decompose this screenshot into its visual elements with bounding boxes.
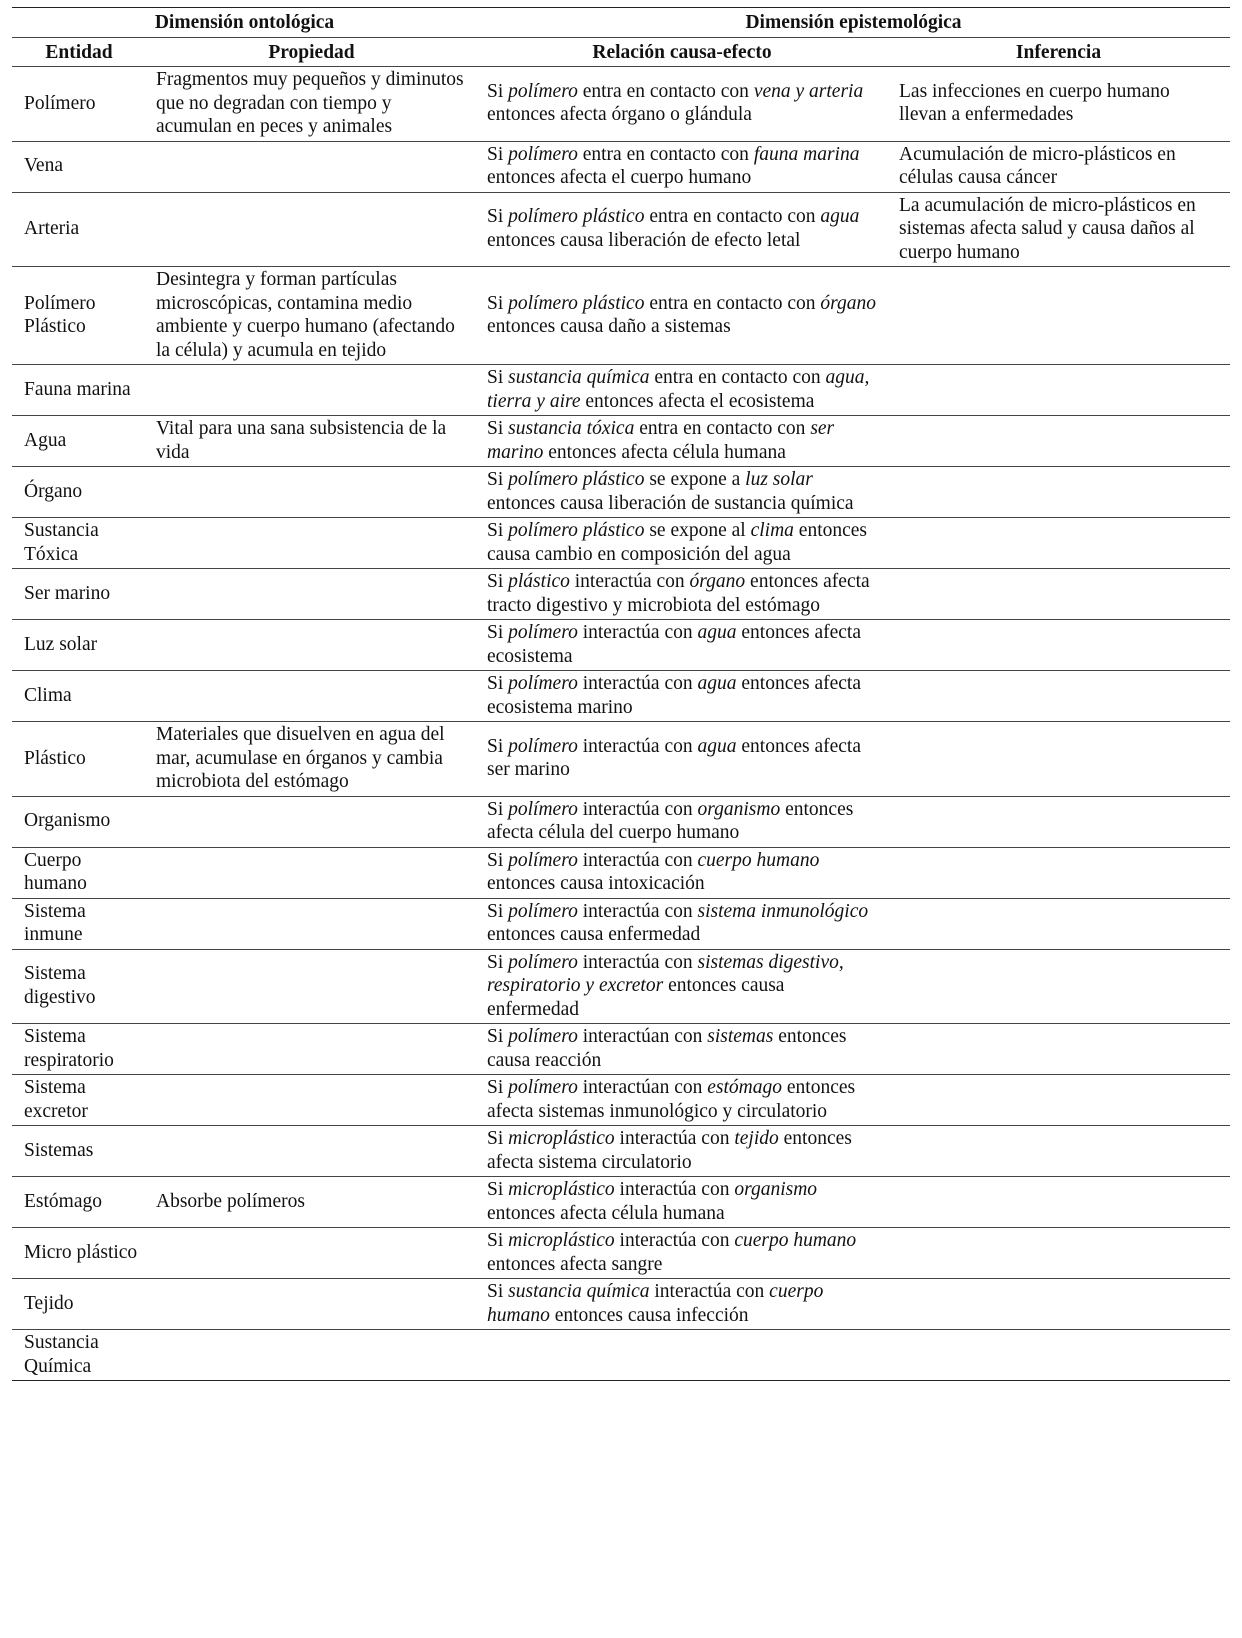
relation-text: entonces causa daño a sistemas: [487, 316, 731, 337]
table-row: [12, 620, 1230, 671]
relation-cell: [477, 1126, 887, 1177]
relation-text: Si: [487, 292, 509, 314]
entity-cell: Estómago: [12, 1177, 146, 1228]
inference-cell: [887, 847, 1230, 898]
relation-text: interactúa con: [577, 849, 698, 871]
table-row: [12, 267, 1230, 365]
entity-cell: Sustancia Tóxica: [12, 518, 146, 569]
relation-cell: [477, 620, 887, 671]
property-cell: Absorbe polímeros: [146, 1177, 477, 1228]
relation-text: interactúa con: [614, 1230, 735, 1251]
inference-cell: [887, 1024, 1230, 1075]
relation-text: entra en contacto con: [634, 418, 811, 439]
relation-text: entonces afecta el ecosistema: [580, 390, 815, 412]
entity-cell: Sustancia Química: [12, 1330, 146, 1381]
relation-term: microplástico: [508, 1230, 615, 1251]
relation-text: entonces afecta ser marino: [487, 735, 862, 781]
inference-cell: Acumulación de micro-plásticos en células causa cáncer: [887, 141, 1230, 192]
table-row: [12, 192, 1230, 267]
property-cell: [146, 141, 477, 192]
relation-term: tejido: [734, 1128, 779, 1149]
relation-text: Si: [487, 367, 509, 388]
relation-term: polímero: [508, 80, 578, 102]
ontology-table: [12, 7, 1230, 1381]
relation-cell: [477, 796, 887, 847]
relation-text: se expone al: [644, 520, 751, 541]
relation-text: entonces afecta célula humana: [487, 1202, 725, 1224]
relation-text: Si: [487, 520, 509, 541]
relation-text: entonces causa reacción: [487, 1026, 847, 1071]
inference-cell: [887, 467, 1230, 518]
relation-text: Si: [487, 571, 509, 592]
relation-term: organismo: [734, 1179, 818, 1200]
inference-cell: [887, 1075, 1230, 1126]
relation-term: cuerpo humano: [734, 1230, 857, 1251]
relation-text: Si: [487, 798, 509, 820]
property-cell: [146, 518, 477, 569]
relation-term: cuerpo humano: [697, 849, 820, 871]
entity-cell: Sistema excretor: [12, 1075, 146, 1126]
group-header-row: [12, 8, 1230, 38]
entity-cell: Luz solar: [12, 620, 146, 671]
table-row: [12, 1330, 1230, 1381]
entity-cell: Tejido: [12, 1279, 146, 1330]
relation-term: polímero plástico: [508, 469, 645, 490]
property-column-header: Propiedad: [146, 37, 477, 67]
relation-cell: [477, 569, 887, 620]
relation-text: Si: [487, 673, 509, 694]
property-cell: [146, 1330, 477, 1381]
relation-text: entonces afecta sistema circulatorio: [487, 1128, 852, 1173]
table-body: [12, 67, 1230, 1381]
relation-cell: [477, 192, 887, 267]
relation-term: cuerpo humano: [487, 1281, 824, 1326]
relation-text: interactúa con: [577, 622, 698, 643]
relation-cell: [477, 671, 887, 722]
relation-term: polímero: [508, 849, 578, 871]
relation-text: interactúa con: [577, 798, 698, 820]
inference-cell: [887, 1330, 1230, 1381]
relation-text: interactúa con: [649, 1281, 770, 1302]
table-row: [12, 1075, 1230, 1126]
relation-text: entonces causa liberación de efecto letal: [487, 229, 801, 251]
relation-term: polímero: [508, 1026, 578, 1047]
relation-cell: [477, 1177, 887, 1228]
relation-cell: [477, 267, 887, 365]
entity-cell: Cuerpo humano: [12, 847, 146, 898]
relation-text: Si: [487, 1179, 509, 1200]
relation-text: entra en contacto con: [644, 206, 821, 228]
relation-text: interactúa con: [577, 673, 698, 694]
property-cell: [146, 1024, 477, 1075]
table-row: [12, 416, 1230, 467]
relation-text: entonces causa liberación de sustancia química: [487, 492, 854, 514]
relation-text: interactúa con: [577, 951, 698, 973]
relation-text: Si: [487, 143, 509, 165]
relation-text: interactúan con: [577, 1077, 708, 1098]
relation-term: agua, tierra y aire: [487, 367, 870, 412]
relation-cell: [477, 949, 887, 1024]
property-cell: Desintegra y forman partículas microscópicas, contamina medio ambiente y cuerpo humano (afectando la célula) y acumula en tejido: [146, 267, 477, 365]
inference-cell: La acumulación de micro-plásticos en sistemas afecta salud y causa daños al cuerpo humano: [887, 192, 1230, 267]
inference-cell: [887, 722, 1230, 797]
relation-term: polímero: [508, 900, 578, 922]
relation-text: interactúa con: [614, 1128, 735, 1149]
relation-term: agua: [697, 735, 737, 757]
table-row: [12, 949, 1230, 1024]
relation-cell: [477, 141, 887, 192]
inference-cell: [887, 416, 1230, 467]
table-row: [12, 898, 1230, 949]
relation-text: entonces afecta ecosistema marino: [487, 673, 862, 718]
entity-cell: Ser marino: [12, 569, 146, 620]
inference-cell: [887, 1228, 1230, 1279]
relation-term: estómago: [707, 1077, 782, 1098]
inference-cell: [887, 898, 1230, 949]
inference-cell: [887, 1279, 1230, 1330]
inference-cell: [887, 518, 1230, 569]
entity-column-header: Entidad: [12, 37, 146, 67]
relation-text: entonces afecta ecosistema: [487, 622, 862, 667]
relation-cell: [477, 416, 887, 467]
table-row: [12, 518, 1230, 569]
entity-cell: Fauna marina: [12, 365, 146, 416]
entity-cell: Micro plástico: [12, 1228, 146, 1279]
relation-term: sustancia química: [508, 367, 650, 388]
relation-text: entra en contacto con: [577, 143, 754, 165]
inference-cell: [887, 267, 1230, 365]
relation-cell: [477, 67, 887, 142]
relation-term: sistemas digestivo, respiratorio y excretor: [487, 951, 844, 996]
table-row: [12, 722, 1230, 797]
inference-cell: [887, 1177, 1230, 1228]
relation-text: entonces causa enfermedad: [487, 975, 785, 1020]
entity-cell: Polímero: [12, 67, 146, 142]
property-cell: [146, 1126, 477, 1177]
inference-cell: [887, 796, 1230, 847]
inference-cell: [887, 1126, 1230, 1177]
relation-text: entonces causa cambio en composición del agua: [487, 520, 868, 565]
relation-term: polímero: [508, 673, 578, 694]
relation-term: sustancia tóxica: [508, 418, 635, 439]
property-cell: [146, 1279, 477, 1330]
relation-term: agua: [820, 206, 860, 228]
property-cell: Fragmentos muy pequeños y diminutos que no degradan con tiempo y acumulan en peces y animales: [146, 67, 477, 142]
relation-term: polímero: [508, 798, 578, 820]
property-cell: [146, 796, 477, 847]
relation-term: microplástico: [508, 1128, 615, 1149]
relation-text: entra en contacto con: [577, 80, 754, 102]
inference-cell: [887, 365, 1230, 416]
relation-text: entonces afecta sistemas inmunológico y circulatorio: [487, 1077, 856, 1122]
inference-cell: [887, 949, 1230, 1024]
relation-text: entonces causa intoxicación: [487, 873, 705, 894]
relation-column-header: Relación causa-efecto: [477, 37, 887, 67]
entity-cell: Sistema digestivo: [12, 949, 146, 1024]
entity-cell: Sistema respiratorio: [12, 1024, 146, 1075]
entity-cell: Sistemas: [12, 1126, 146, 1177]
entity-cell: Polímero Plástico: [12, 267, 146, 365]
entity-cell: Sistema inmune: [12, 898, 146, 949]
column-header-row: [12, 37, 1230, 67]
relation-text: Si: [487, 1128, 509, 1149]
property-cell: [146, 192, 477, 267]
relation-term: clima: [750, 520, 794, 541]
entity-cell: Plástico: [12, 722, 146, 797]
table-row: [12, 796, 1230, 847]
entity-cell: Arteria: [12, 192, 146, 267]
relation-cell: [477, 1075, 887, 1126]
relation-text: se expone a: [644, 469, 746, 490]
relation-term: agua: [697, 622, 737, 643]
document-page: [12, 7, 1230, 1381]
table-row: [12, 1228, 1230, 1279]
relation-text: Si: [487, 469, 509, 490]
property-cell: [146, 671, 477, 722]
relation-text: interactúa con: [614, 1179, 735, 1200]
inference-cell: Las infecciones en cuerpo humano llevan a enfermedades: [887, 67, 1230, 142]
table-row: [12, 1177, 1230, 1228]
entity-cell: Agua: [12, 416, 146, 467]
relation-term: plástico: [508, 571, 570, 592]
property-cell: [146, 949, 477, 1024]
entity-cell: Vena: [12, 141, 146, 192]
relation-term: sustancia química: [508, 1281, 650, 1302]
property-cell: [146, 1228, 477, 1279]
relation-term: organismo: [697, 798, 781, 820]
relation-text: Si: [487, 951, 509, 973]
relation-text: Si: [487, 1077, 509, 1098]
relation-term: polímero: [508, 143, 578, 165]
relation-text: Si: [487, 849, 509, 871]
relation-text: Si: [487, 1026, 509, 1047]
property-cell: Vital para una sana subsistencia de la vida: [146, 416, 477, 467]
relation-term: polímero plástico: [508, 206, 645, 228]
relation-text: Si: [487, 418, 509, 439]
relation-cell: [477, 898, 887, 949]
relation-term: polímero: [508, 951, 578, 973]
entity-cell: Clima: [12, 671, 146, 722]
relation-cell: [477, 365, 887, 416]
table-row: [12, 67, 1230, 142]
relation-term: sistema inmunológico: [697, 900, 869, 922]
relation-cell: [477, 1279, 887, 1330]
relation-term: ser marino: [487, 418, 835, 463]
inference-cell: [887, 569, 1230, 620]
relation-term: vena y arteria: [753, 80, 864, 102]
relation-text: interactúa con: [569, 571, 690, 592]
table-row: [12, 569, 1230, 620]
table-row: [12, 1024, 1230, 1075]
property-cell: [146, 847, 477, 898]
epistemological-dimension-header: Dimensión epistemológica: [477, 8, 1230, 38]
relation-text: Si: [487, 622, 509, 643]
relation-term: luz solar: [745, 469, 813, 490]
relation-text: entra en contacto con: [649, 367, 826, 388]
relation-cell: [477, 847, 887, 898]
table-row: [12, 365, 1230, 416]
inference-column-header: Inferencia: [887, 37, 1230, 67]
entity-cell: Organismo: [12, 796, 146, 847]
table-row: [12, 141, 1230, 192]
relation-term: polímero plástico: [508, 292, 645, 314]
inference-cell: [887, 620, 1230, 671]
relation-term: órgano: [820, 292, 877, 314]
property-cell: [146, 620, 477, 671]
relation-cell: [477, 1228, 887, 1279]
table-row: [12, 467, 1230, 518]
entity-cell: Órgano: [12, 467, 146, 518]
relation-text: entra en contacto con: [644, 292, 821, 314]
relation-text: entonces afecta el cuerpo humano: [487, 167, 752, 188]
ontological-dimension-header: Dimensión ontológica: [12, 8, 477, 38]
relation-text: entonces afecta célula humana: [543, 441, 786, 463]
table-row: [12, 671, 1230, 722]
relation-term: sistemas: [707, 1026, 774, 1047]
relation-text: entonces afecta sangre: [487, 1253, 663, 1275]
relation-cell: [477, 518, 887, 569]
property-cell: [146, 365, 477, 416]
relation-text: interactúan con: [577, 1026, 708, 1047]
property-cell: [146, 1075, 477, 1126]
relation-cell: [477, 722, 887, 797]
relation-text: entonces causa infección: [549, 1304, 749, 1326]
relation-term: órgano: [689, 571, 746, 592]
relation-text: entonces causa enfermedad: [487, 924, 701, 945]
relation-term: polímero: [508, 622, 578, 643]
table-row: [12, 1279, 1230, 1330]
relation-term: fauna marina: [753, 143, 860, 165]
relation-term: polímero plástico: [508, 520, 645, 541]
relation-text: Si: [487, 900, 509, 922]
table-row: [12, 847, 1230, 898]
inference-cell: [887, 671, 1230, 722]
property-cell: Materiales que disuelven en agua del mar, acumulase en órganos y cambia microbiota del estómago: [146, 722, 477, 797]
relation-text: entonces afecta célula del cuerpo humano: [487, 798, 854, 843]
relation-cell: [477, 1024, 887, 1075]
property-cell: [146, 898, 477, 949]
relation-cell: [477, 1330, 887, 1381]
relation-text: entonces afecta órgano o glándula: [487, 104, 752, 126]
relation-text: interactúa con: [577, 900, 698, 922]
relation-text: Si: [487, 1230, 509, 1251]
relation-term: polímero: [508, 735, 578, 757]
table-row: [12, 1126, 1230, 1177]
property-cell: [146, 569, 477, 620]
relation-text: interactúa con: [577, 735, 698, 757]
relation-term: polímero: [508, 1077, 578, 1098]
relation-cell: [477, 467, 887, 518]
relation-text: Si: [487, 80, 509, 102]
relation-text: entonces afecta tracto digestivo y microbiota del estómago: [487, 571, 870, 616]
relation-term: microplástico: [508, 1179, 615, 1200]
relation-text: Si: [487, 735, 509, 757]
relation-text: Si: [487, 1281, 509, 1302]
relation-text: Si: [487, 206, 509, 228]
property-cell: [146, 467, 477, 518]
relation-term: agua: [697, 673, 737, 694]
